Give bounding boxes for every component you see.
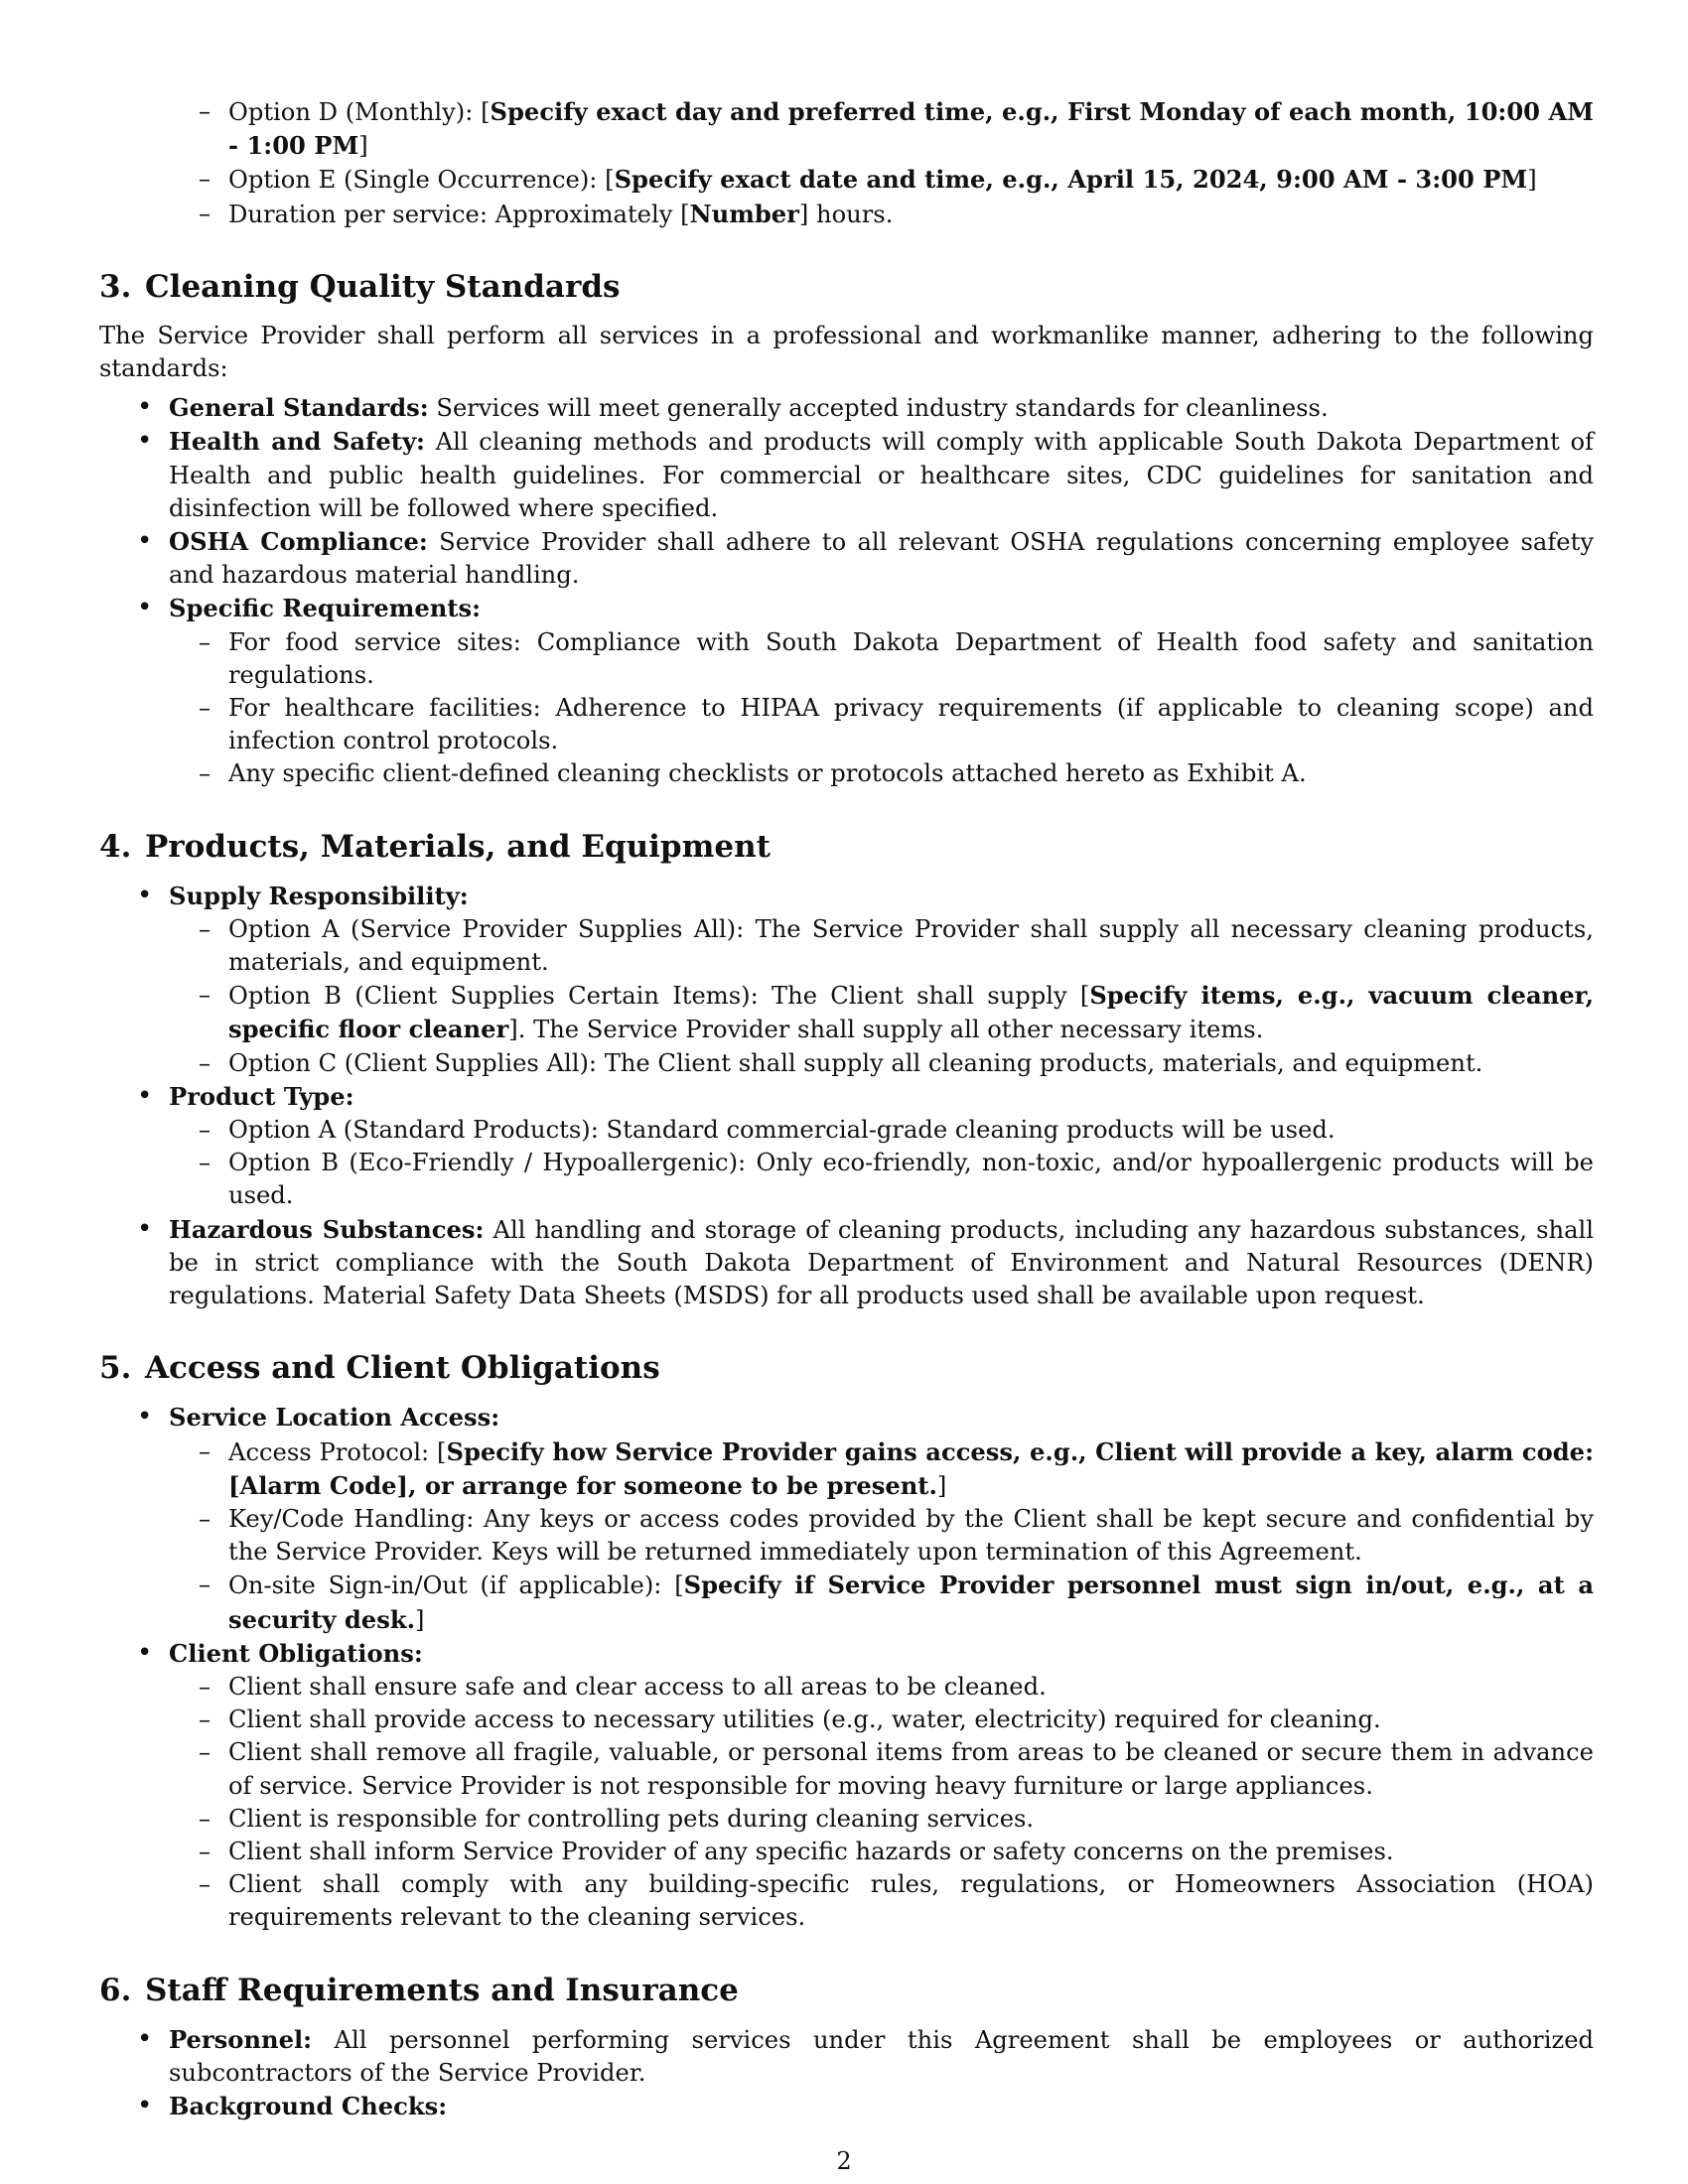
list-item: – Client shall ensure safe and clear access to all areas to be cleaned. <box>169 1671 1594 1704</box>
section-heading-6: 6. Staff Requirements and Insurance <box>99 1972 739 2008</box>
list-item: • Specific Requirements: – For food service sites: Compliance with South Dakota Department of Health food safety and sanitation regulations. – For healthcare facilities: Adherence to HIPAA privacy requirements (if applicable to cleaning scope) and infection control protocols. – Any specific client-defined cleaning checklists or protocols attached hereto as Exhibit A. <box>99 592 1594 790</box>
section-3-list <box>99 391 1594 790</box>
list-item: • Supply Responsibility: – Option A (Service Provider Supplies All): The Service Provider shall supply all necessary cleaning products, materials, and equipment. – Option B (Client Supplies Certain Items): The Client shall supply [Specify items, e.g., vacuum cleaner, specific floor cleaner]. The Service Provider shall supply all other necessary items. – Option C (Client Supplies All): The Client shall supply all cleaning products, materials, and equipment. <box>99 880 1594 1080</box>
list-item: • Client Obligations: – Client shall ensure safe and clear access to all areas to be cleaned. – Client shall provide access to necessary utilities (e.g., water, electricity) required for cleaning. – Client shall remove all fragile, valuable, or personal items from areas to be cleaned or secure them in advance of service. Service Provider is not responsible for moving heavy furniture or large appliances. – Client is responsible for controlling pets during cleaning services. – Client shall inform Service Provider of any specific hazards or safety concerns on the premises. – Client shall comply with any building-specific rules, regulations, or Homeowners Association (HOA) requirements relevant to the cleaning services. <box>99 1637 1594 1935</box>
product-type-list <box>169 1114 1594 1213</box>
schedule-options-list <box>99 95 1594 231</box>
access-list <box>169 1435 1594 1637</box>
list-item: • OSHA Compliance: Service Provider shall adhere to all relevant OSHA regulations concerning employee safety and hazardous material handling. <box>99 525 1594 592</box>
list-item: – Option E (Single Occurrence): [Specify exact date and time, e.g., April 15, 2024, 9:00 AM - 3:00 PM] <box>99 163 1594 197</box>
list-item: • Background Checks: <box>99 2090 1594 2123</box>
document-page <box>99 95 1594 2123</box>
list-item: • Product Type: – Option A (Standard Products): Standard commercial-grade cleaning products will be used. – Option B (Eco-Friendly / Hypoallergenic): Only eco-friendly, non-toxic, and/or hypoallergenic products will be used. <box>99 1080 1594 1213</box>
list-item: – Client is responsible for controlling pets during cleaning services. <box>169 1803 1594 1836</box>
list-item: – Client shall comply with any building-specific rules, regulations, or Homeowners Association (HOA) requirements relevant to the cleaning services. <box>169 1868 1594 1934</box>
specific-requirements-list <box>169 626 1594 791</box>
list-item: – Client shall remove all fragile, valuable, or personal items from areas to be cleaned or secure them in advance of service. Service Provider is not responsible for moving heavy furniture or large appliances. <box>169 1736 1594 1802</box>
list-item: – Option A (Service Provider Supplies All): The Service Provider shall supply all necessary cleaning products, materials, and equipment. <box>169 913 1594 979</box>
section-heading-3: 3. Cleaning Quality Standards <box>99 268 621 305</box>
list-item: • Health and Safety: All cleaning methods and products will comply with applicable South Dakota Department of Health and public health guidelines. For commercial or healthcare sites, CDC guidelines for sanitation and disinfection will be followed where specified. <box>99 425 1594 525</box>
list-item: • General Standards: Services will meet generally accepted industry standards for cleanliness. <box>99 391 1594 425</box>
list-item: • Personnel: All personnel performing services under this Agreement shall be employees or authorized subcontractors of the Service Provider. <box>99 2023 1594 2090</box>
list-item: – Key/Code Handling: Any keys or access codes provided by the Client shall be kept secure and confidential by the Service Provider. Keys will be returned immediately upon termination of this Agreement. <box>169 1503 1594 1569</box>
section-3-intro: The Service Provider shall perform all services in a professional and workmanlike manner, adhering to the following standards: <box>99 321 1594 383</box>
list-item: – Option B (Client Supplies Certain Items): The Client shall supply [Specify items, e.g., vacuum cleaner, specific floor cleaner]. The Service Provider shall supply all other necessary items. <box>169 979 1594 1046</box>
list-item: – Client shall provide access to necessary utilities (e.g., water, electricity) required for cleaning. <box>169 1704 1594 1736</box>
list-item: – Any specific client-defined cleaning checklists or protocols attached hereto as Exhibit A. <box>169 757 1594 790</box>
list-item: – Option D (Monthly): [Specify exact day and preferred time, e.g., First Monday of each month, 10:00 AM - 1:00 PM] <box>99 95 1594 163</box>
list-item: – Access Protocol: [Specify how Service Provider gains access, e.g., Client will provide a key, alarm code: [Alarm Code], or arrange for someone to be present.] <box>169 1435 1594 1503</box>
page-number: 2 <box>836 2147 852 2175</box>
section-5-list <box>99 1401 1594 1934</box>
section-heading-4: 4. Products, Materials, and Equipment <box>99 828 771 865</box>
supply-options-list <box>169 913 1594 1080</box>
section-4-list <box>99 880 1594 1313</box>
section-heading-5: 5. Access and Client Obligations <box>99 1350 660 1387</box>
section-6-list <box>99 2023 1594 2124</box>
list-item: – Option B (Eco-Friendly / Hypoallergenic): Only eco-friendly, non-toxic, and/or hypoallergenic products will be used. <box>169 1147 1594 1212</box>
client-obligations-list <box>169 1671 1594 1935</box>
list-item: – For healthcare facilities: Adherence to HIPAA privacy requirements (if applicable to cleaning scope) and infection control protocols. <box>169 692 1594 757</box>
list-item: • Hazardous Substances: All handling and storage of cleaning products, including any hazardous substances, shall be in strict compliance with the South Dakota Department of Environment and Natural Resources (DENR) regulations. Material Safety Data Sheets (MSDS) for all products used shall be available upon request. <box>99 1213 1594 1313</box>
list-item: – For food service sites: Compliance with South Dakota Department of Health food safety and sanitation regulations. <box>169 626 1594 692</box>
list-item: – Option A (Standard Products): Standard commercial-grade cleaning products will be used. <box>169 1114 1594 1147</box>
list-item: – On-site Sign-in/Out (if applicable): [Specify if Service Provider personnel must sign in/out, e.g., at a security desk.] <box>169 1569 1594 1636</box>
list-item: – Client shall inform Service Provider of any specific hazards or safety concerns on the premises. <box>169 1836 1594 1868</box>
list-item: • Service Location Access: – Access Protocol: [Specify how Service Provider gains access, e.g., Client will provide a key, alarm code: [Alarm Code], or arrange for someone to be present.] – Key/Code Handling: Any keys or access codes provided by the Client shall be kept secure and confidential by the Service Provider. Keys will be returned immediately upon termination of this Agreement. – On-site Sign-in/Out (if applicable): [Specify if Service Provider personnel must sign in/out, e.g., at a security desk.] <box>99 1401 1594 1636</box>
list-item: – Option C (Client Supplies All): The Client shall supply all cleaning products, materials, and equipment. <box>169 1047 1594 1080</box>
list-item: – Duration per service: Approximately [Number] hours. <box>99 198 1594 231</box>
